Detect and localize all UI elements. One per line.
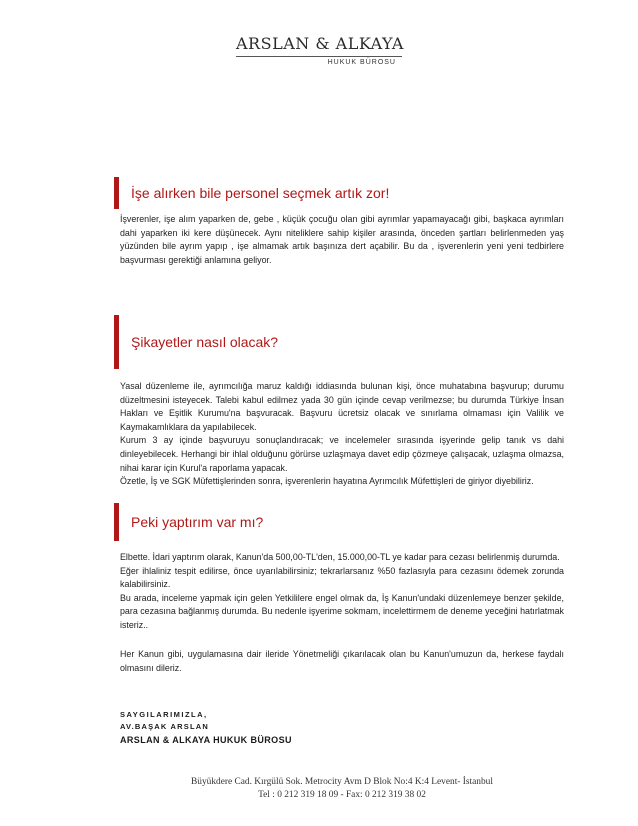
- section2-heading: [114, 315, 278, 369]
- logo-title: ARSLAN & ALKAYA: [236, 34, 404, 53]
- section1-text: İşverenler, işe alım yaparken de, gebe , küçük çocuğu olan gibi ayrımlar yapamayacağı gibi, başkaca ayrımları dahi yaparken iki kere düşünecek. Aynı niteliklere sahip kişiler arasında, önceden şartları belirlenmeden yaş yüzünden bile ayrım yapıp , işe almamak artık başınıza dert açabilir. Bu da , işverenlerin yeni yeni tedbirlere başvurması gerektiği anlamına geliyor.: [120, 214, 564, 265]
- section2-text-1: Yasal düzenleme ile, ayrımcılığa maruz kaldığı iddiasında bulunan kişi, önce muhatabına başvurup; durumu düzeltmesini isteyecek. Talebi kabul edilmez yada 30 gün içinde cevap verilmezse; bu durumda Türkiye İnsan Hakları ve Eşitlik Kurumu'na başvuracak. Başvuru ücretsiz olacak ve sınırlama olmaması için Valilik ve Kaymakamlıklara da yapılabilecek.: [120, 381, 564, 432]
- logo-divider: [236, 56, 402, 57]
- closing-paragraph: [120, 648, 564, 675]
- section1-heading: [114, 177, 389, 209]
- page-footer: [120, 776, 564, 802]
- section1-heading-text: İşe alırken bile personel seçmek artık zor!: [131, 185, 390, 201]
- section2-text-2: Kurum 3 ay içinde başvuruyu sonuçlandıracak; ve incelemeler sırasında işyerinde gelip tanık vs dahi dinleyebilecek. Herhangi bir ihlal olduğunu görürse uzlaşmaya davet edip çözmeye çalışacak, uzlaşma olmazsa, nihai karar için Kurul'a raporlama yapacak.: [120, 435, 564, 473]
- section3-paragraphs: [120, 551, 564, 633]
- section1-paragraph: [120, 213, 564, 267]
- section3-text-2: Eğer ihlaliniz tespit edilirse, önce uyarılabilirsiniz; tekrarlarsanız %50 fazlasıyla para cezasını ödemek zorunda kalabilirsiniz.: [120, 565, 564, 590]
- firm-logo: [236, 34, 402, 66]
- signature-firm: ARSLAN & ALKAYA HUKUK BÜROSU: [120, 735, 292, 745]
- section2-paragraphs: [120, 380, 564, 489]
- heading-accent-bar: [114, 315, 119, 369]
- signature-name: AV.BAŞAK ARSLAN: [120, 722, 209, 731]
- section3-text-1: Elbette. İdari yaptırım olarak, Kanun'da 500,00-TL'den, 15.000,00-TL ye kadar para cezası belirlenmiş durumda.: [120, 552, 560, 562]
- closing-text: Her Kanun gibi, uygulamasına dair ileride Yönetmeliği çıkarılacak olan bu Kanun'umuzun da, herkese faydalı olmasını dileriz.: [120, 649, 564, 673]
- footer-contact: Tel : 0 212 319 18 09 - Fax: 0 212 319 38 02: [258, 790, 426, 800]
- section3-heading-text: Peki yaptırım var mı?: [131, 514, 264, 530]
- section3-heading: [114, 503, 263, 541]
- section2-text-3: Özetle, İş ve SGK Müfettişlerinden sonra, işverenlerin hayatına Ayrımcılık Müfettişleri de giriyor diyebiliriz.: [120, 476, 534, 487]
- signature-block: [120, 709, 292, 747]
- heading-accent-bar: [114, 177, 119, 209]
- section2-heading-text: Şikayetler nasıl olacak?: [131, 334, 279, 350]
- footer-address: Büyükdere Cad. Kırgülü Sok. Metrocity Avm D Blok No:4 K:4 Levent- İstanbul: [191, 777, 493, 787]
- section3-text-3: Bu arada, inceleme yapmak için gelen Yetkililere engel olmak da, İş Kanun'undaki düzenlemeye benzer şekilde, para cezasına bağlanmış durumda. Bu nedenle işyerime sokmam, incelettirmem de deneme yeceğini hatırlatmak isteriz..: [120, 592, 564, 630]
- heading-accent-bar: [114, 503, 119, 541]
- logo-subtitle: HUKUK BÜROSU: [327, 59, 396, 66]
- signature-greeting: SAYGILARIMIZLA,: [120, 710, 208, 719]
